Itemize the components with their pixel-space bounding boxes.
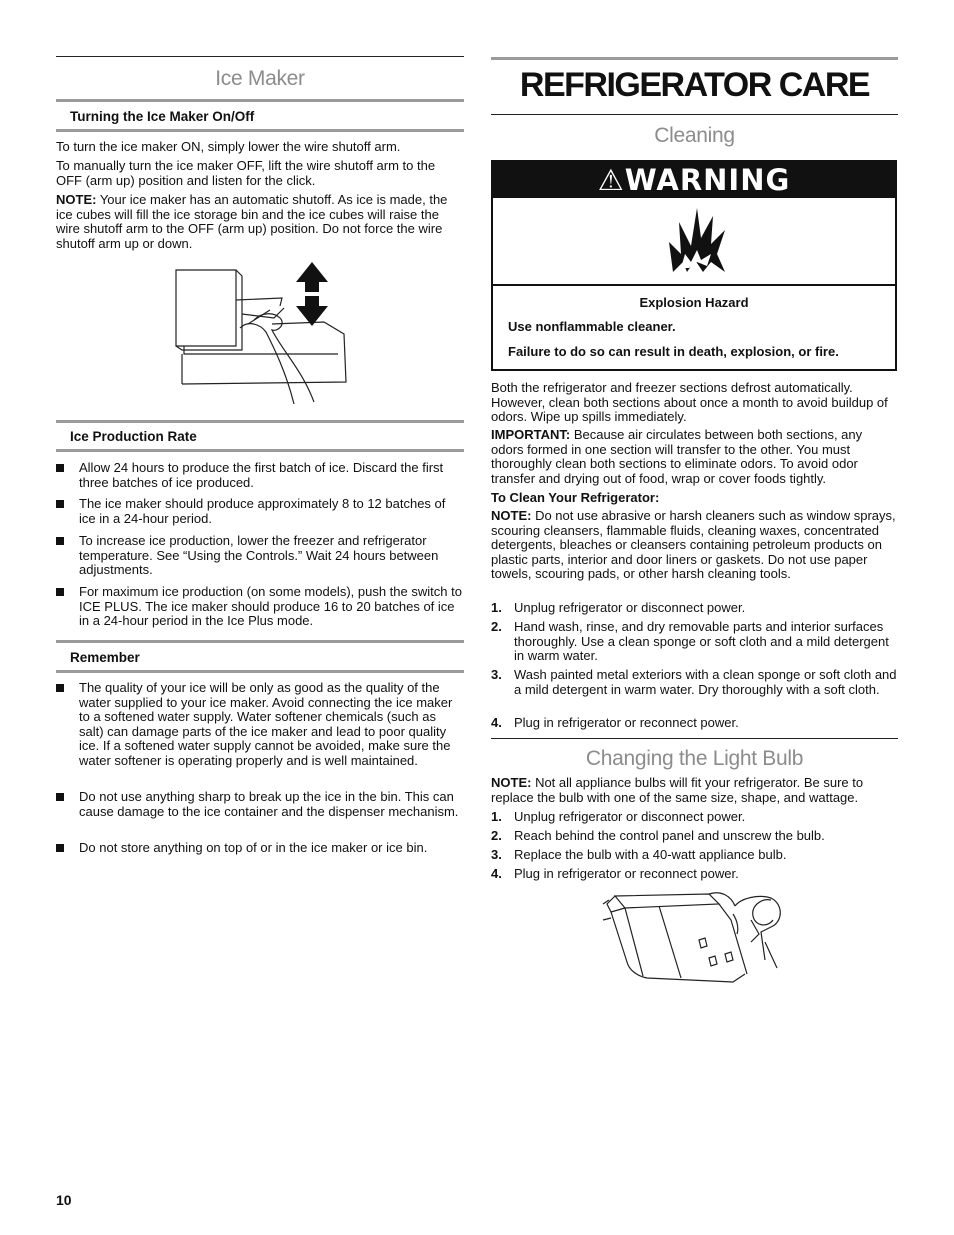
bullet-square (56, 588, 64, 596)
important-text: Because air circulates between both sections, any odors formed in one section will transfer to the other. You must thoroughly clean both sections to eliminate odors. To avoid odor transfer and drying out of food, wrap or cover foods tightly. (491, 427, 863, 486)
warning-header (493, 162, 895, 198)
to-clean-heading: To Clean Your Refrigerator: (491, 490, 660, 505)
bulb-note (491, 776, 898, 805)
ice-maker-note (56, 193, 464, 251)
ice-maker-title: Ice Maker (215, 67, 305, 90)
important-paragraph (491, 428, 898, 486)
bullet-square (56, 684, 64, 692)
page-title: REFRIGERATOR CARE (519, 66, 870, 104)
bullet-square (56, 537, 64, 545)
bullet-square (56, 844, 64, 852)
defrost-paragraph: Both the refrigerator and freezer sections defrost automatically. However, clean both sections about once a month to avoid buildup of odors. Wipe up spills immediately. (491, 380, 888, 424)
explosion-icon (667, 208, 727, 274)
section-rule (56, 420, 464, 423)
turning-heading: Turning the Ice Maker On/Off (70, 109, 255, 124)
clean-note (491, 509, 898, 582)
cleaning-title: Cleaning (654, 124, 735, 147)
section-rule (491, 738, 898, 739)
section-rule (56, 99, 464, 102)
bullet-square (56, 500, 64, 508)
top-rule (491, 57, 898, 60)
subhead-rule (56, 449, 464, 452)
remember-heading: Remember (70, 650, 140, 665)
note-text: Do not use abrasive or harsh cleaners such as window sprays, scouring cleansers, flammable fluids, cleaning waxes, concentrated detergents, bleaches or cleansers containing petroleum products on plastic parts, interior and door liners or gaskets. Do not use paper towels, scouring pads, or other harsh cleaning tools. (491, 508, 896, 581)
bullet-square (56, 793, 64, 801)
note-label: NOTE: (491, 775, 532, 790)
control-panel-bulb-illustration (601, 890, 791, 985)
warning-triangle-icon: ⚠ (597, 163, 625, 197)
ice-maker-illustration (174, 262, 409, 407)
important-label: IMPORTANT: (491, 427, 571, 442)
warning-line-1: Use nonflammable cleaner. (508, 319, 676, 334)
title-rule (491, 114, 898, 115)
warning-box (491, 160, 897, 371)
note-text: Not all appliance bulbs will fit your refrigerator. Be sure to replace the bulb with one of the same size, shape, and wattage. (491, 775, 864, 805)
production-heading: Ice Production Rate (70, 429, 197, 444)
warning-line-2: Failure to do so can result in death, explosion, or fire. (508, 344, 839, 359)
bulb-title: Changing the Light Bulb (585, 747, 804, 770)
note-label: NOTE: (491, 508, 532, 523)
warning-label: WARNING (624, 163, 791, 197)
warning-symbol-panel (493, 198, 895, 286)
bullet-square (56, 464, 64, 472)
subhead-rule (56, 670, 464, 673)
note-text: Your ice maker has an automatic shutoff. As ice is made, the ice cubes will fill the ice storage bin and the ice cubes will raise the wire shutoff arm to the OFF (arm up) position. Do not force the wire shutoff arm up or down. (56, 192, 448, 251)
top-rule (56, 56, 464, 57)
subhead-rule (56, 129, 464, 132)
note-label: NOTE: (56, 192, 97, 207)
turning-para-1: To turn the ice maker ON, simply lower the wire shutoff arm. (56, 139, 401, 154)
hazard-title: Explosion Hazard (639, 295, 749, 310)
section-rule (56, 640, 464, 643)
turning-para-2: To manually turn the ice maker OFF, lift the wire shutoff arm to the OFF (arm up) position and listen for the click. (56, 158, 436, 188)
page-number: 10 (56, 1192, 72, 1208)
